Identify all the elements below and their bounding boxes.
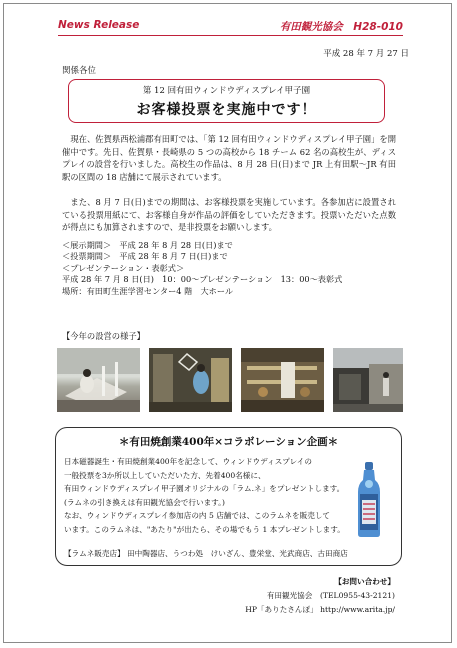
collab-line-6: います。このラムネは、"あたり"が出たら、その場でもう 1 本プレゼントします。 — [64, 524, 345, 534]
setup-photo-1 — [57, 348, 140, 412]
headline: お客様投票を実施中です！ — [136, 102, 317, 118]
contact-website: HP「ありたさんぽ」 http://www.arita.jp/ — [245, 605, 395, 614]
news-release-label: News Release — [58, 19, 140, 31]
photos-label: 【今年の設営の様子】 — [62, 331, 145, 341]
collab-line-4: (ラムネの引き換えは有田観光協会で行います。) — [64, 497, 225, 507]
news-release-header — [58, 17, 403, 36]
presentation-date: 平成 28 年 7 月 8 日(日) 10：00～プレゼンテーション 13：00～表彰式 — [62, 274, 343, 285]
contact-block — [245, 575, 395, 617]
setup-photo-4 — [333, 348, 403, 412]
collab-line-1: 日本磁器誕生・有田焼創業400年を記念して、ウィンドウディスプレイの — [64, 457, 312, 466]
addressee: 関係各位 — [62, 66, 97, 76]
ramune-bottle-image — [350, 460, 388, 538]
setup-photo-2 — [149, 348, 232, 412]
title-box — [68, 79, 385, 123]
presentation-heading: ＜プレゼンテーション・表彰式＞ — [62, 262, 185, 273]
contact-heading: 【お問い合わせ】 — [334, 577, 395, 586]
schedule-block — [62, 240, 396, 297]
collab-line-2: 一般投票を3か所以上していただいた方、先着400名様に、 — [64, 470, 266, 480]
contact-org: 有田観光協会 (TEL0955-43-2121) — [266, 591, 395, 600]
collaboration-text — [64, 455, 354, 537]
ramune-stores: 【ラムネ販売店】 田中陶器店、うつわ処 けいざん、豊栄堂、光武商店、古田商店 — [64, 549, 348, 558]
release-number: 有田観光協会 H28-010 — [279, 21, 403, 33]
body-paragraph-2: また、8 月 7 日(日)までの期間は、お客様投票を実施しています。各参加店に設置されている投票用紙にて、お客様自身が作品の評価をしていただきます。投票いただいた点数が得点にも加算されますので、是非投票をお願いします。 — [62, 197, 396, 233]
event-name: 第 12 回有田ウィンドウディスプレイ甲子園 — [142, 86, 311, 96]
exhibit-period: ＜展示期間＞ 平成 28 年 8 月 28 日(日)まで — [62, 240, 233, 250]
voting-period: ＜投票期間＞ 平成 28 年 8 月 7 日(日)まで — [62, 251, 228, 262]
collaboration-title: ＊有田焼創業400年×コラボレーション企画＊ — [118, 436, 339, 448]
body-paragraph-1: 現在、佐賀県西松浦郡有田町では、「第 12 回有田ウィンドウディスプレイ甲子園」を開催中です。先日、佐賀県・長崎県の 5 つの高校から 18 チーム 62 名の高校生が、ディスプレイの設営を行いました。高校生の作品は、8 月 28 日(日)まで JR 上有田駅～JR 有田駅の区間の 18 店舗にて展示されています。 — [62, 134, 396, 182]
collab-line-3: 有田ウィンドウディスプレイ甲子園オリジナルの「ラム.ネ」をプレゼントします。 — [64, 484, 345, 494]
presentation-venue: 場所：有田町生涯学習センター4 階 大ホール — [62, 285, 234, 296]
setup-photo-3 — [241, 348, 324, 412]
release-date: 平成 28 年 7 月 27 日 — [323, 49, 409, 59]
collab-line-5: なお、ウィンドウディスプレイ参加店の内 5 店舗では、このラムネを販売して — [64, 511, 331, 521]
